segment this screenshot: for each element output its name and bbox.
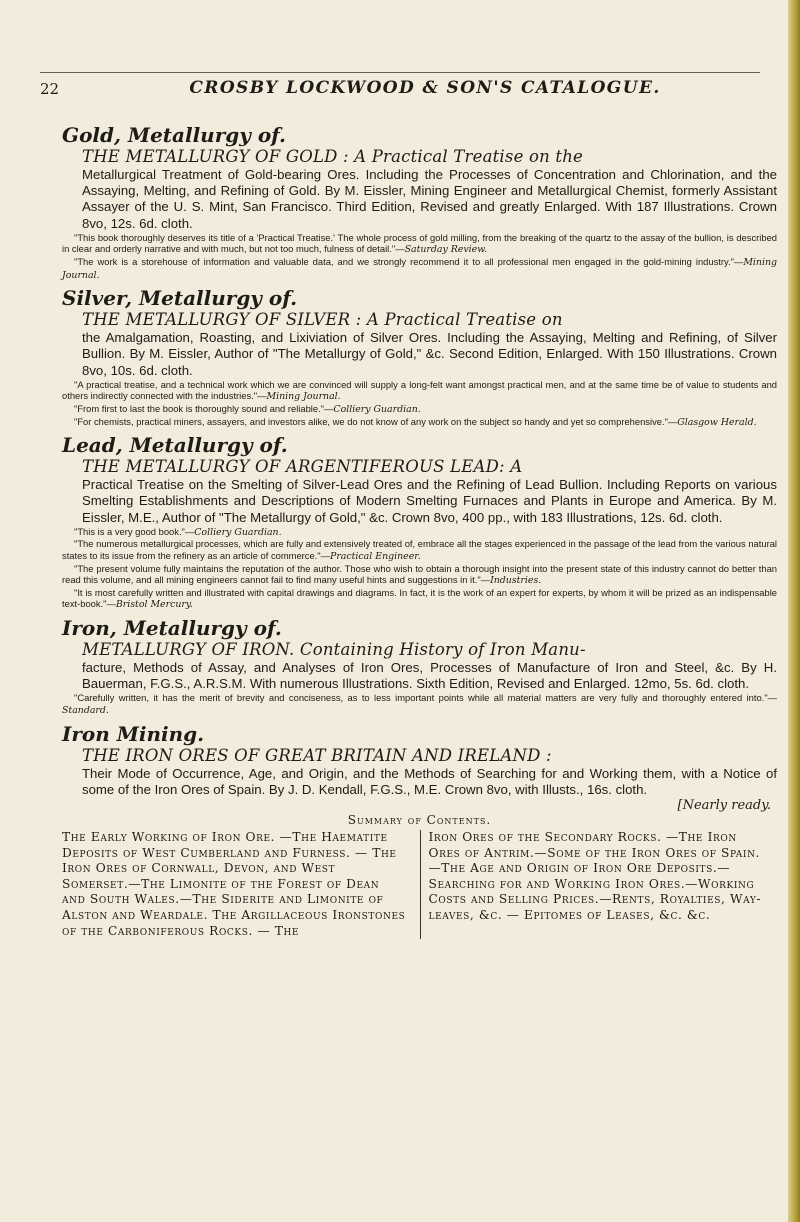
review-source: Saturday Review. bbox=[404, 244, 488, 256]
reviews bbox=[62, 379, 777, 428]
reviews bbox=[62, 692, 777, 716]
running-title: CROSBY LOCKWOOD & SON'S CATALOGUE. bbox=[189, 78, 661, 98]
review-text: "For chemists, practical miners, assayers, and investors alike, we do not know of any work on the subject so handy and yet so comprehensive."— bbox=[74, 415, 678, 427]
review-source: Colliery Guardian. bbox=[194, 526, 282, 538]
review-source: Standard. bbox=[62, 704, 109, 716]
section-heading: Iron Mining. bbox=[62, 721, 205, 746]
reviews bbox=[62, 232, 777, 281]
section-heading: Lead, Metallurgy of. bbox=[62, 433, 288, 458]
page-number: 22 bbox=[40, 80, 60, 98]
review-source: Industries. bbox=[490, 575, 542, 587]
summary-column-right: Iron Ores of the Secondary Rocks. —The Iron Ores of Antrim.—Some of the Iron Ores of Spain.—The Age and Origin of Iron Ore Deposits.—Searching for and Working Iron Ores.—Working Costs and Selling Prices.—Rents, Royalties, Way-leaves, &c. — Epitomes of Leases, &c. &c. bbox=[420, 830, 778, 939]
summary-title: Summary of Contents. bbox=[347, 812, 492, 827]
book-title: THE METALLURGY OF ARGENTIFEROUS LEAD: A bbox=[82, 457, 523, 477]
review-source: Glasgow Herald. bbox=[677, 416, 757, 428]
section-heading: Gold, Metallurgy of. bbox=[62, 123, 287, 147]
entry-silver bbox=[62, 287, 777, 428]
summary-columns bbox=[62, 830, 777, 939]
book-description: Metallurgical Treatment of Gold-bearing Ores. Including the Processes of Concentration and Chlorination, and the Assaying, Melting, and Refining of Gold. By M. Eissler, Mining Engineer and Metallurgical Chemist, formerly Assistant Assayer of the U. S. Mint, San Francisco. Third Edition, Revised and greatly Enlarged. With 187 Illustrations. Crown 8vo, 12s. 6d. cloth. bbox=[82, 167, 777, 231]
summary-column-left: The Early Working of Iron Ore. —The Haematite Deposits of West Cumberland and Furness. — The Iron Ores of Cornwall, Devon, and West Somerset.—The Limonite of the Forest of Dean and South Wales.—The Siderite and Limonite of Alston and Weardale. The Argillaceous Ironstones of the Carboniferous Rocks. — The bbox=[62, 829, 406, 938]
reviews bbox=[62, 526, 777, 611]
review-text: "This book thoroughly deserves its title of a 'Practical Treatise.' The whole process of gold milling, from the breaking of the quartz to the assay of the bullion, is described in clear and orderly narrative and with much, but not too much, fulness of detail."— bbox=[62, 231, 777, 255]
section-heading: Iron, Metallurgy of. bbox=[62, 615, 282, 640]
review-source: Mining Journal. bbox=[266, 391, 341, 403]
review-text: "A practical treatise, and a technical work which we are convinced will supply a long-felt want amongst practical men, and at the same time be of value to students and others indirectly connected with the industries."— bbox=[62, 378, 777, 402]
entry-lead bbox=[62, 434, 777, 611]
entry-iron bbox=[62, 617, 777, 717]
book-title: METALLURGY OF IRON. Containing History of Iron Manu- bbox=[82, 639, 586, 659]
book-title: THE METALLURGY OF SILVER : A Practical Treatise on bbox=[82, 310, 563, 330]
availability-note: [Nearly ready. bbox=[677, 797, 771, 813]
page-spine-edge bbox=[788, 0, 800, 1222]
top-rule bbox=[40, 72, 760, 73]
review-text: "From first to last the book is thoroughly sound and reliable."— bbox=[74, 402, 334, 414]
book-description: facture, Methods of Assay, and Analyses of Iron Ores, Processes of Manufacture of Iron and Steel, &c. By H. Bauerman, F.G.S., A.R.S.M. With numerous Illustrations. Sixth Edition, Revised and Enlarged. 12mo, 5s. 6d. cloth. bbox=[82, 659, 777, 692]
catalogue-content bbox=[62, 124, 777, 939]
review-text: "The work is a storehouse of information and valuable data, and we strongly recommend it to all professional men engaged in the gold-mining industry."— bbox=[74, 256, 744, 267]
review-text: "The numerous metallurgical processes, which are fully and extensively treated of, embrace all the stages experienced in the passage of the lead from the various natural states to its issue from the refinery as an article of commerce."— bbox=[62, 538, 777, 561]
review-source: Bristol Mercury. bbox=[115, 599, 193, 611]
review-source: Practical Engineer. bbox=[330, 550, 421, 562]
page-header bbox=[40, 80, 760, 104]
book-title: THE IRON ORES OF GREAT BRITAIN AND IRELAND : bbox=[82, 745, 552, 765]
book-description: the Amalgamation, Roasting, and Lixiviation of Silver Ores. Including the Assaying, Melting and Refining, of Silver Bullion. By M. Eissler, Author of "The Metallurgy of Gold," &c. Second Edition, Enlarged. With 150 Illustrations. Crown 8vo, 10s. 6d. cloth. bbox=[82, 330, 777, 378]
review-text: "This is a very good book."— bbox=[74, 525, 195, 537]
review-text: "Carefully written, it has the merit of brevity and conciseness, as to less important points while all material matters are very fully and thoroughly entered into."— bbox=[74, 692, 777, 704]
entry-iron-mining bbox=[62, 723, 777, 940]
review-source: Colliery Guardian. bbox=[333, 403, 421, 415]
review-source: Mining Journal. bbox=[62, 257, 777, 281]
book-description: Their Mode of Occurrence, Age, and Origin, and the Methods of Searching for and Working them, with a Notice of some of the Iron Ores of Spain. By J. D. Kendall, F.G.S., M.E. Crown 8vo, with Illusts., 16s. cloth. bbox=[82, 765, 777, 797]
review-text: "The present volume fully maintains the reputation of the author. Those who wish to obtain a thorough insight into the present state of this industry cannot do better than read this volume, and all mining engineers cannot fail to find many useful hints and suggestions in it."— bbox=[62, 562, 777, 586]
book-description: Practical Treatise on the Smelting of Silver-Lead Ores and the Refining of Lead Bullion. Including Reports on various Smelting Establishments and Descriptions of Modern Smelting Furnaces and Plants in Europe and America. By M. Eissler, M.E., Author of "The Metallurgy of Gold," &c. Crown 8vo, 400 pp., with 183 Illustrations, 12s. 6d. cloth. bbox=[82, 477, 777, 525]
review-text: "It is most carefully written and illustrated with capital drawings and diagrams. In fact, it is the work of an expert for experts, by whom it will be prized as an indispensable text-book."— bbox=[62, 586, 777, 610]
section-heading: Silver, Metallurgy of. bbox=[62, 286, 298, 311]
book-title: THE METALLURGY OF GOLD : A Practical Treatise on the bbox=[82, 147, 584, 166]
entry-gold bbox=[62, 124, 777, 281]
